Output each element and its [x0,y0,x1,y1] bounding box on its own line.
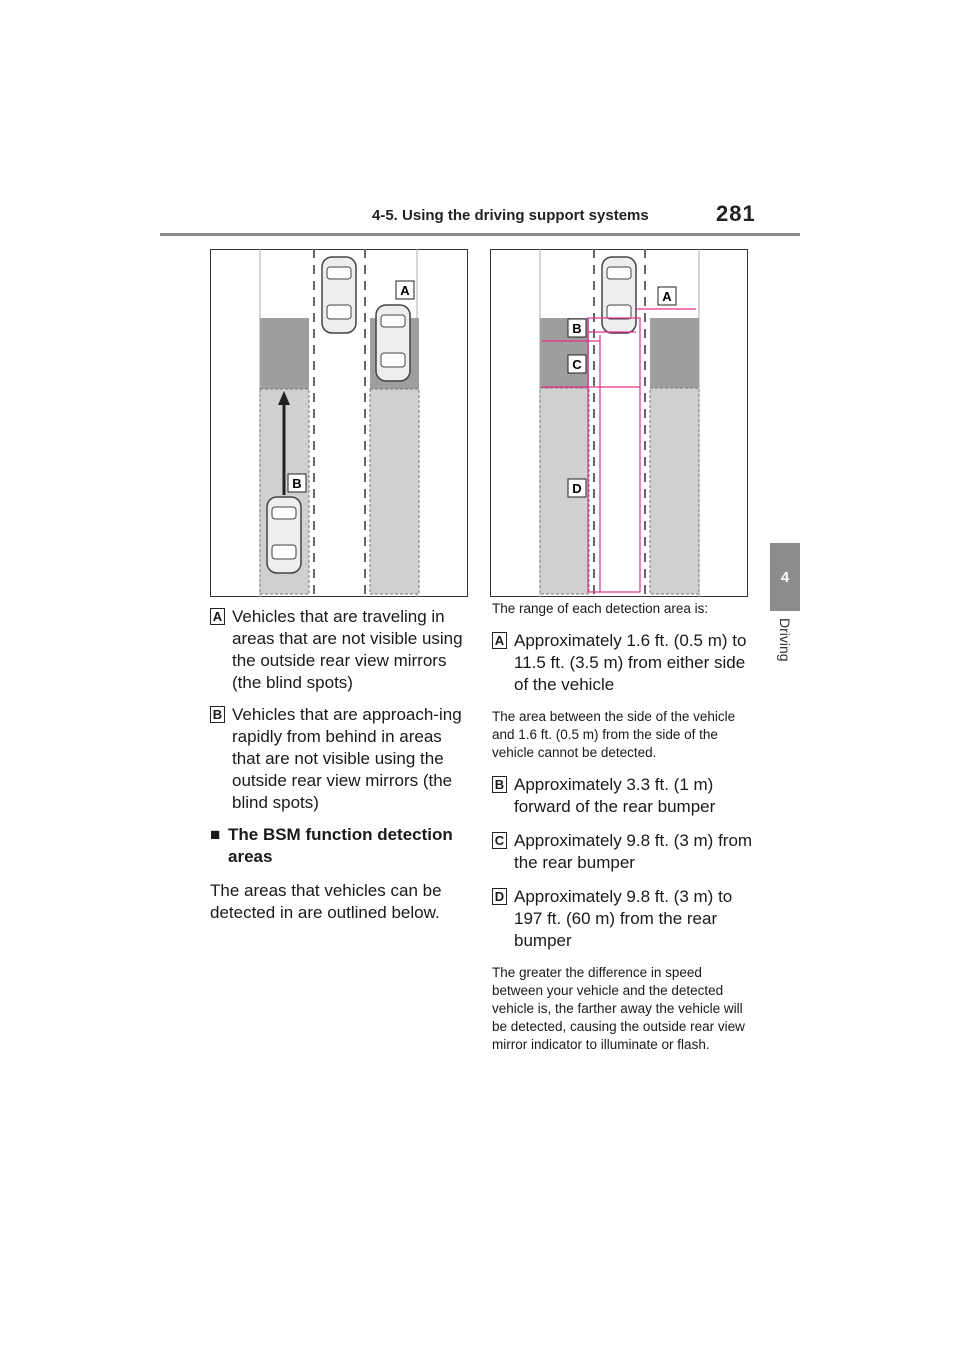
label-d: D [572,481,582,496]
body-paragraph: The areas that vehicles can be detected in are outlined below. [210,881,442,922]
range-item-b [492,774,754,818]
chapter-tab: 4 [770,543,800,611]
car-blind-spot [376,305,410,381]
range-c-text: Approximately 9.8 ft. (3 m) from the rear bumper [514,831,753,872]
range-item-c [492,830,754,874]
range-b-text: Approximately 3.3 ft. (1 m) forward of the rear bumper [514,775,716,816]
label-b: B [572,321,582,336]
range-intro: The range of each detection area is: [492,601,709,616]
item-b [210,704,468,814]
label-a: A [662,289,672,304]
range-d-text: Approximately 9.8 ft. (3 m) to 197 ft. (60 m) from the rear bumper [514,887,733,950]
key-b: B [210,706,225,723]
left-text-column [210,606,468,924]
note-a: The area between the side of the vehicle and 1.6 ft. (0.5 m) from the side of the vehicle cannot be detected. [492,709,736,760]
label-c: C [572,357,582,372]
key-a: A [210,608,225,625]
label-a: A [400,283,410,298]
detection-area-diagram [490,249,748,597]
car-approaching [267,497,301,573]
range-item-a [492,630,754,696]
range-item-d [492,886,754,952]
item-a-text: Vehicles that are traveling in areas that are not visible using the outside rear view mirrors (the blind spots) [232,607,463,692]
label-b: B [292,476,302,491]
ego-car [602,257,636,333]
key-a: A [492,632,507,649]
key-c: C [492,832,507,849]
header-divider [160,233,800,236]
blind-spot-diagram [210,249,468,597]
car-front [322,257,356,333]
section-title: 4-5. Using the driving support systems [372,207,649,224]
heading-bullet: ■ [210,825,221,844]
section-heading [210,824,468,868]
key-d: D [492,888,507,905]
item-a [210,606,468,694]
page-number: 281 [716,201,756,226]
final-note: The greater the difference in speed between your vehicle and the detected vehicle is, the farther away the vehicle will be detected, causing the outside rear view mirror indicator to illuminate or flash. [492,965,745,1052]
item-b-text: Vehicles that are approach-ing rapidly from behind in areas that are not visible using the outside rear view mirrors (the blind spots) [232,705,462,812]
chapter-label: Driving [777,618,793,662]
key-b: B [492,776,507,793]
range-a-text: Approximately 1.6 ft. (0.5 m) to 11.5 ft. (3.5 m) from either side of the vehicle [514,631,747,694]
heading-text: The BSM function detection areas [228,825,453,866]
right-text-column [492,600,754,1066]
